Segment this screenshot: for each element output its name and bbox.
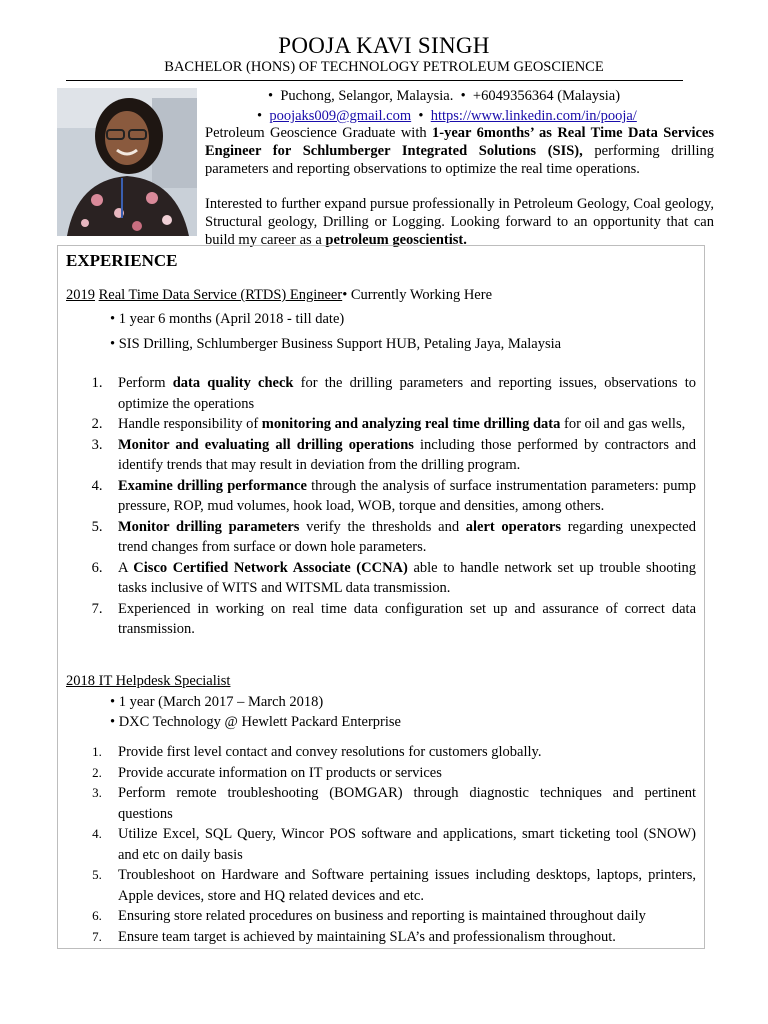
profile-photo-image <box>57 88 197 236</box>
job1-status: • Currently Working Here <box>342 287 493 303</box>
job1-duration: • 1 year 6 months (April 2018 - till date) <box>110 311 345 327</box>
job2-title: 2018 IT Helpdesk Specialist <box>66 673 231 689</box>
list-number: 4. <box>92 826 102 841</box>
bold-text-run: Cisco Certified Network Associate (CCNA) <box>133 559 408 576</box>
bold-text-run: monitoring and analyzing real time drilling data <box>261 416 561 432</box>
header-divider <box>66 80 683 81</box>
list-item <box>76 783 696 824</box>
bold-text-run: Examine drilling performance <box>118 477 307 494</box>
list-number: 5. <box>91 518 103 535</box>
text-run: A <box>118 559 134 576</box>
bold-text-run: alert operators <box>465 518 562 535</box>
job2-responsibilities <box>76 742 696 947</box>
list-text <box>118 476 696 517</box>
bold-text-run: Monitor and evaluating all drilling operations <box>118 436 414 453</box>
summary-paragraph-2: Interested to further expand pursue professionally in Petroleum Geology, Coal geology, Structural geology, Drilling or Logging. Looking forward to an opportunity that can build my career as a petroleum geoscientist. <box>205 196 714 248</box>
list-text: Provide first level contact and convey resolutions for customers globally. <box>118 744 542 760</box>
list-item <box>76 824 696 865</box>
list-text <box>118 517 696 558</box>
text-run: for the drilling parameters and reporting issues, observations to optimize the operations <box>118 375 697 412</box>
list-text <box>118 599 696 640</box>
list-item <box>76 599 696 640</box>
list-number: 1. <box>92 744 102 759</box>
linkedin-link[interactable]: https://www.linkedin.com/in/pooja/ <box>430 108 637 124</box>
list-text: Utilize Excel, SQL Query, Wincor POS software and applications, smart ticketing tool (SNOW) and etc on daily basis <box>118 826 696 863</box>
list-text <box>118 373 696 414</box>
list-number: 6. <box>91 559 103 576</box>
list-text: Ensuring store related procedures on business and reporting is maintained throughout daily <box>118 908 646 924</box>
list-item <box>76 373 696 414</box>
list-number: 5. <box>92 867 102 882</box>
list-item <box>76 763 696 784</box>
list-number: 1. <box>91 375 103 391</box>
list-number: 4. <box>91 477 103 494</box>
list-text <box>118 414 696 435</box>
profile-summary <box>205 125 714 250</box>
list-item <box>76 865 696 906</box>
contact-line-location: • Puchong, Selangor, Malaysia. • +6049356364 (Malaysia) <box>268 88 621 104</box>
text-run: through the analysis of surface instrumentation parameters: pump pressure, ROP, mud volumes, hook load, WOB, torque and densities, among others. <box>118 477 696 514</box>
list-item <box>76 927 696 948</box>
list-number: 7. <box>92 928 102 944</box>
job1-year: 2019 <box>66 287 95 303</box>
degree-title: BACHELOR (HONS) OF TECHNOLOGY PETROLEUM GEOSCIENCE <box>164 59 604 75</box>
resume-name: POOJA KAVI SINGH <box>278 33 490 58</box>
list-text <box>118 558 696 599</box>
job2-duration: • 1 year (March 2017 – March 2018) <box>110 694 324 710</box>
list-item <box>76 517 696 558</box>
list-item <box>76 476 696 517</box>
list-item <box>76 435 696 476</box>
list-item <box>76 742 696 763</box>
summary-paragraph-1: Petroleum Geoscience Graduate with 1-year 6months’ as Real Time Data Services Engineer for Schlumberger Integrated Solutions (SIS), performing drilling parameters and reporting observations to optimize the real time operations. <box>205 125 715 177</box>
list-text <box>118 435 696 476</box>
job1-title-line <box>66 287 492 304</box>
list-item <box>76 414 696 435</box>
text-run: Perform <box>118 375 173 391</box>
list-number: 2. <box>92 764 102 780</box>
bold-text-run: data quality check <box>172 375 294 391</box>
experience-heading: EXPERIENCE <box>66 251 178 270</box>
job1-title: Real Time Data Service (RTDS) Engineer <box>98 287 343 303</box>
text-run: Experienced in working on real time data configuration set up and assurance of correct data transmission. <box>118 600 696 637</box>
list-number: 3. <box>91 436 103 453</box>
list-item <box>76 906 696 927</box>
phone-text: +6049356364 (Malaysia) <box>472 88 621 104</box>
list-text: Ensure team target is achieved by maintaining SLA’s and professionalism throughout. <box>118 928 616 945</box>
contact-line-links: • poojaks009@gmail.com • https://www.linkedin.com/in/pooja/ <box>257 108 637 124</box>
list-number: 7. <box>91 600 103 617</box>
location-text: Puchong, Selangor, Malaysia. <box>280 88 454 104</box>
list-number: 2. <box>91 416 103 432</box>
list-number: 3. <box>92 785 102 800</box>
job2-company: • DXC Technology @ Hewlett Packard Enterprise <box>110 714 401 730</box>
list-number: 6. <box>92 908 102 923</box>
text-run: verify the thresholds and <box>299 518 466 535</box>
job1-company: • SIS Drilling, Schlumberger Business Support HUB, Petaling Jaya, Malaysia <box>110 336 562 352</box>
list-text: Provide accurate information on IT products or services <box>118 764 442 781</box>
text-run: regarding unexpected trend changes from surface or down hole parameters. <box>118 518 696 555</box>
profile-photo <box>57 88 197 236</box>
list-text: Perform remote troubleshooting (BOMGAR) through diagnostic techniques and pertinent questions <box>118 785 696 822</box>
list-item <box>76 558 696 599</box>
text-run: including those performed by contractors and identify trends that may result in deviation from the drilling program. <box>118 436 696 473</box>
email-link[interactable]: poojaks009@gmail.com <box>269 108 412 124</box>
list-text: Troubleshoot on Hardware and Software pertaining issues including desktops, laptops, printers, Apple devices, store and HQ related devices and etc. <box>118 867 696 904</box>
text-run: able to handle network set up trouble shooting tasks inclusive of WITS and WITSML data transmission. <box>118 559 696 596</box>
bold-text-run: Monitor drilling parameters <box>118 518 300 535</box>
job1-responsibilities <box>76 373 696 640</box>
job2-title-line <box>66 673 230 690</box>
text-run: for oil and gas wells, <box>560 416 686 432</box>
text-run: Handle responsibility of <box>118 416 262 432</box>
